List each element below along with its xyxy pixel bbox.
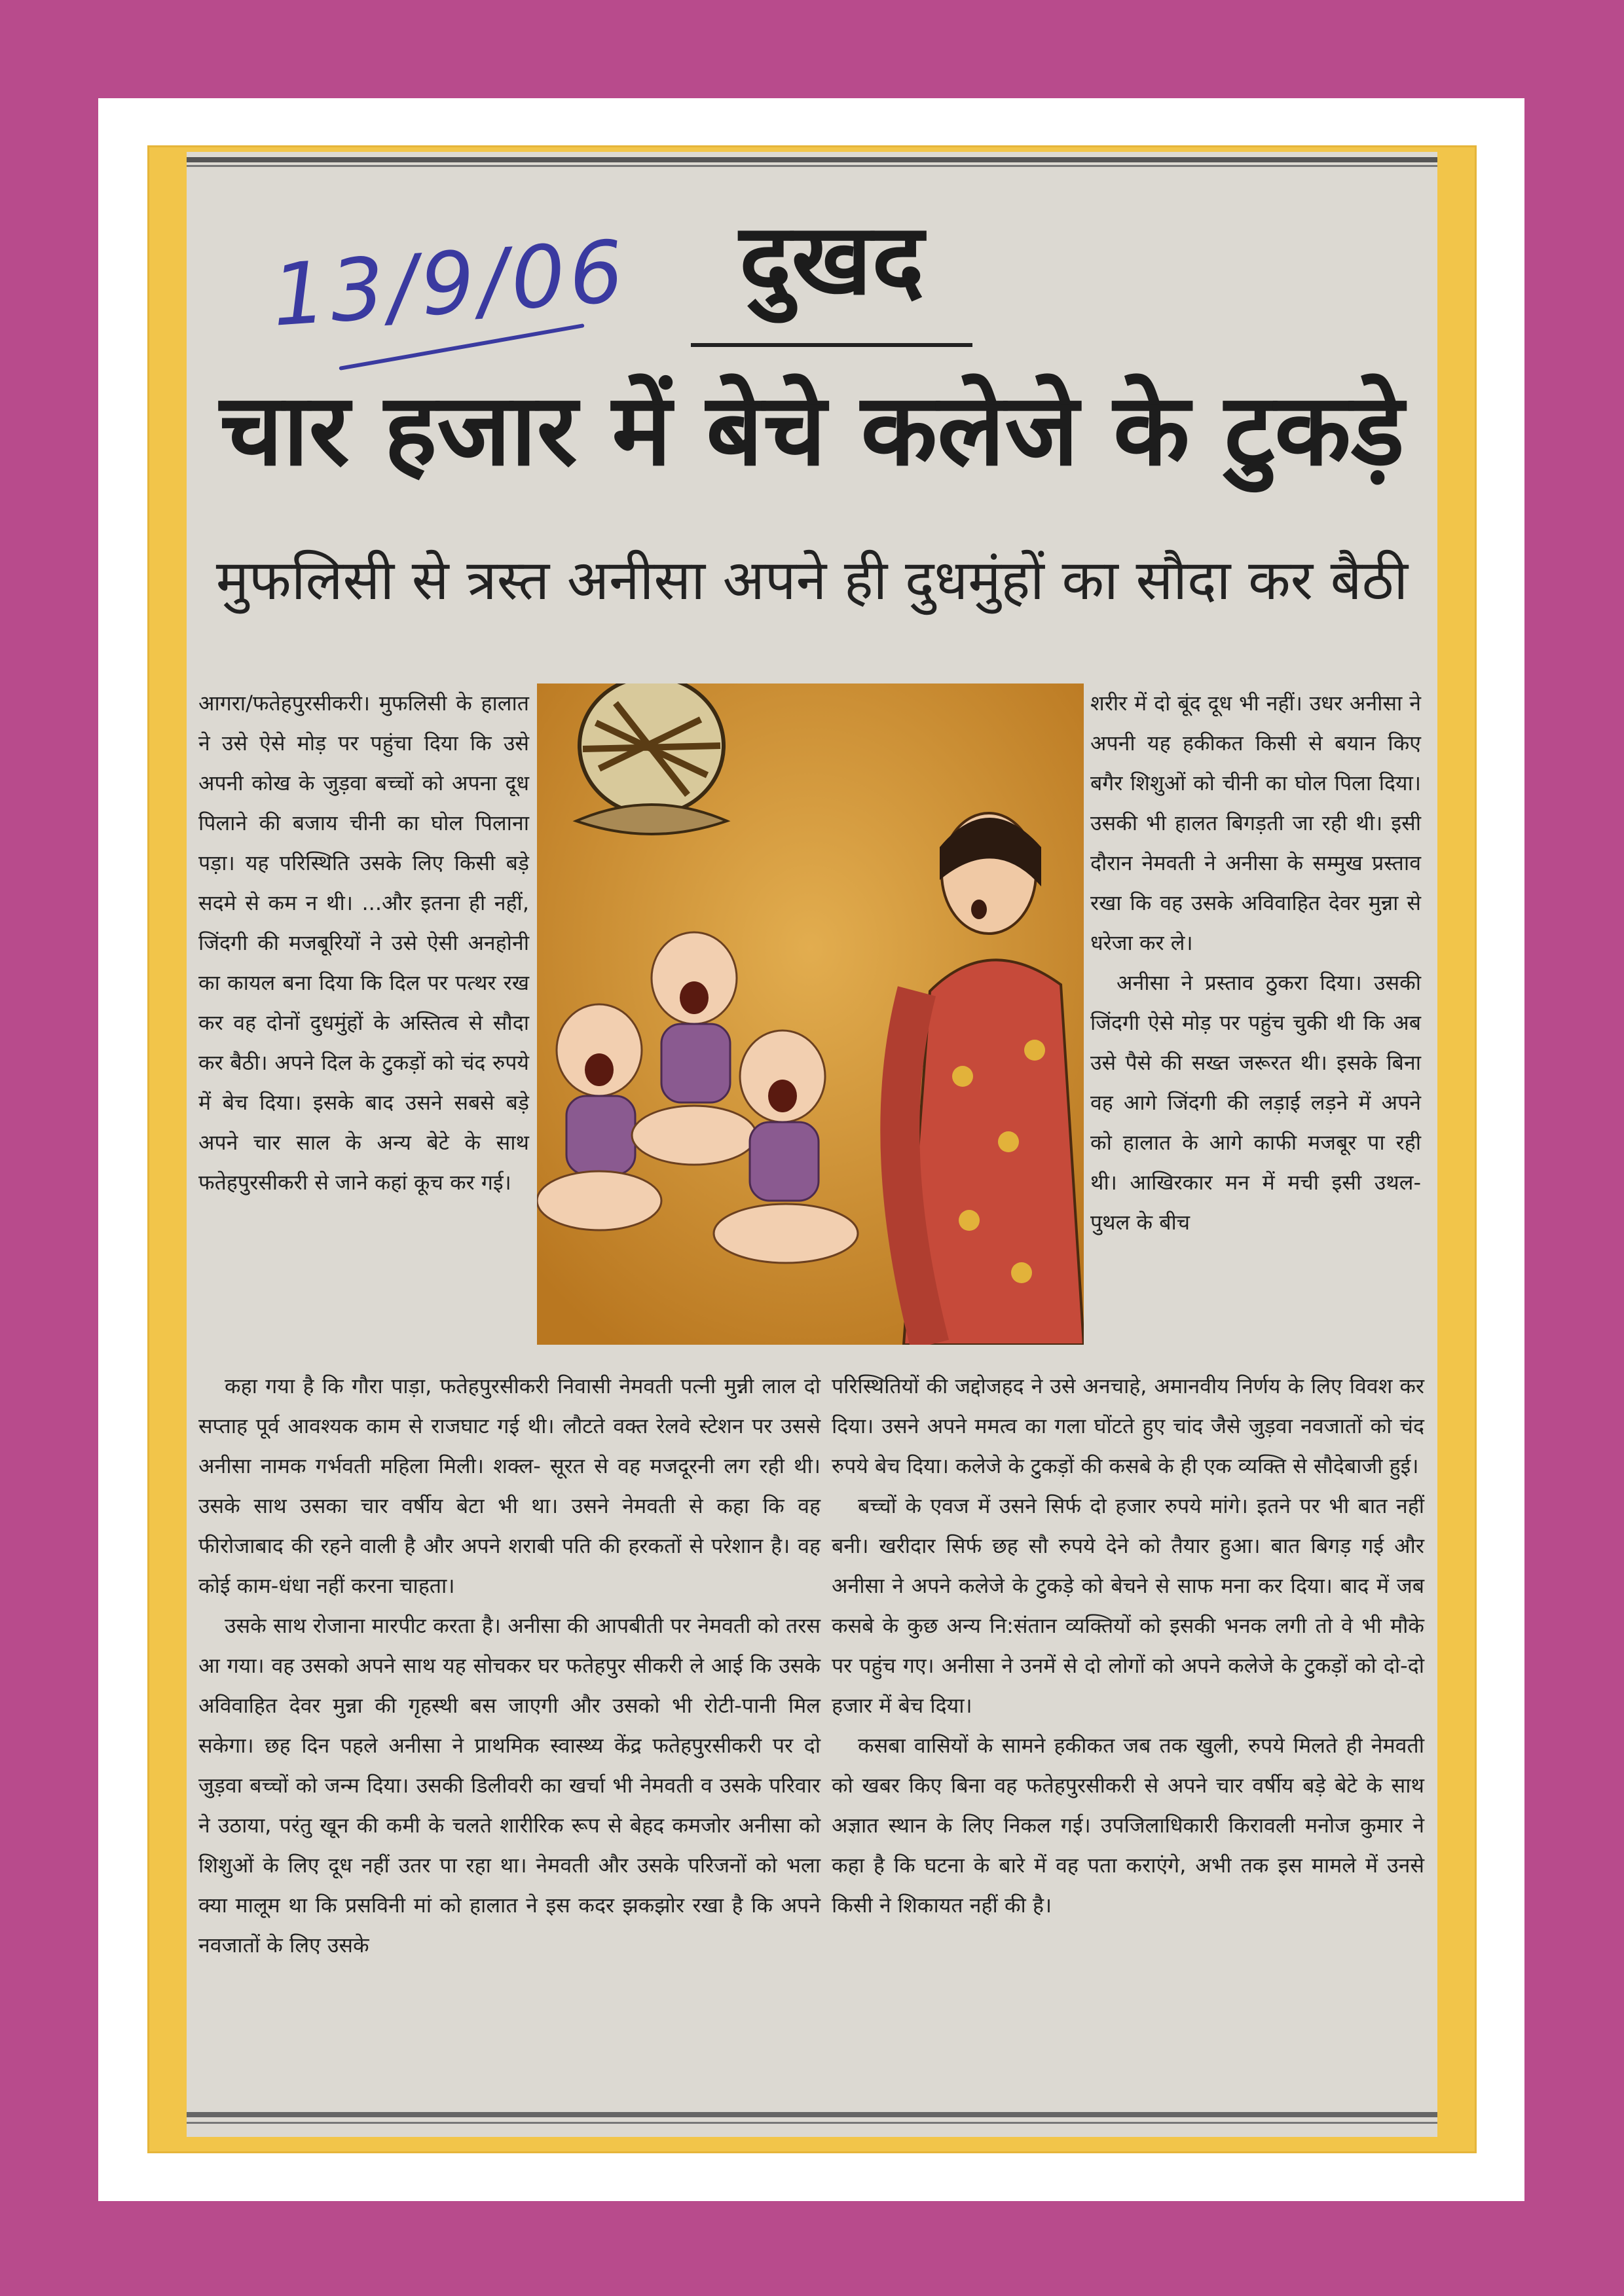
article-column-right-bottom xyxy=(832,1366,1424,1925)
handwritten-date: 13/9/06 xyxy=(268,221,631,346)
top-rule-thin xyxy=(187,165,1437,167)
article-paragraph: परिस्थितियों की जद्दोजहद ने उसे अनचाहे, अमानवीय निर्णय के लिए विवश कर दिया। उसने अपने ममत्व का गला घोंटते हुए चांद जैसे जुड़वा नवजातों को चंद रुपये बेच दिया। कलेजे के टुकड़ों की कसबे के ही एक व्यक्ति से सौदेबाजी हुई। xyxy=(832,1374,1424,1478)
money-bag-icon xyxy=(576,683,727,834)
article-paragraph: आगरा/फतेहपुरसीकरी। मुफलिसी के हालात ने उसे ऐसे मोड़ पर पहुंचा दिया कि उसे अपनी कोख के जुड़वा बच्चों को अपना दूध पिलाने की बजाय चीनी का घोल पिलाना पड़ा। यह परिस्थिति उसके लिए किसी बड़े सदमे से कम न थी। ...और इतना ही नहीं, जिंदगी की मजबूरियों ने उसे ऐसी अनहोनी का कायल बना दिया कि दिल पर पत्थर रख कर वह दोनों दुधमुंहों के अस्तित्व से सौदा कर बैठी। अपने दिल के टुकड़ों को चंद रुपये में बेच दिया। इसके बाद उसने सबसे बड़े अपने चार साल के अन्य बेटे के साथ फतेहपुरसीकरी से जाने कहां कूच कर गई। xyxy=(198,691,529,1195)
kicker-label: दुखद xyxy=(739,203,924,317)
article-column-left-bottom xyxy=(198,1366,821,1965)
article-column-left-top xyxy=(198,683,529,1203)
article-paragraph: शरीर में दो बूंद दूध भी नहीं। उधर अनीसा ने अपनी यह हकीकत किसी से बयान किए बगैर शिशुओं को चीनी का घोल पिला दिया। उसकी भी हालत बिगड़ती जा रही थी। इसी दौरान नेमवती ने अनीसा के सम्मुख प्रस्ताव रखा कि वह उसके अविवाहित देवर मुन्ना से धरेजा कर ले। xyxy=(1090,691,1421,955)
headline: चार हजार में बेचे कलेजे के टुकड़े xyxy=(219,372,1405,488)
article-paragraph: कहा गया है कि गौरा पाड़ा, फतेहपुरसीकरी निवासी नेमवती पत्नी मुन्नी लाल दो सप्ताह पूर्व आवश्यक काम से राजघाट गई थी। लौटते वक्त रेलवे स्टेशन पर उससे अनीसा नामक गर्भवती महिला मिली। शक्ल- सूरत से वह मजदूरनी लग रही थी। उसके साथ उसका चार वर्षीय बेटा भी था। उसने नेमवती से कहा कि वह फीरोजाबाद की रहने वाली है और अपने शराबी पति की हरकतों से परेशान है। वह कोई काम-धंधा नहीं करना चाहता। xyxy=(198,1374,821,1598)
subheadline: मुफलिसी से त्रस्त अनीसा अपने ही दुधमुंहों का सौदा कर बैठी xyxy=(215,548,1409,612)
article-paragraph: बच्चों के एवज में उसने सिर्फ दो हजार रुपये मांगे। इतने पर भी बात नहीं बनी। खरीदार सिर्फ छह सौ रुपये देने को तैयार हुआ। बात बिगड़ गई और अनीसा ने अपने कलेजे के टुकड़े को बेचने से साफ मना कर दिया। बाद में जब कसबे के कुछ अन्य नि:संतान व्यक्तियों को इसकी भनक लगी तो वे भी मौके पर पहुंच गए। अनीसा ने उनमें से दो लोगों को अपने कलेजे के टुकड़ों को दो-दो हजार में बेच दिया। xyxy=(832,1493,1424,1718)
article-paragraph: कसबा वासियों के सामने हकीकत जब तक खुली, रुपये मिलते ही नेमवती को खबर किए बिना वह फतेहपुरसीकरी से अपने चार वर्षीय बड़े बेटे के साथ अज्ञात स्थान के लिए निकल गई। उपजिलाधिकारी किरावली मनोज कुमार ने कहा है कि घटना के बारे में वह पता कराएंगे, अभी तक इस मामले में उनसे किसी ने शिकायत नहीं की है। xyxy=(832,1733,1424,1918)
article-paragraph: उसके साथ रोजाना मारपीट करता है। अनीसा की आपबीती पर नेमवती को तरस आ गया। वह उसको अपने साथ यह सोचकर घर फतेहपुर सीकरी ले आई कि उसके अविवाहित देवर मुन्ना की गृहस्थी बस जाएगी और उसको भी रोटी-पानी मिल सकेगा। छह दिन पहले अनीसा ने प्राथमिक स्वास्थ्य केंद्र फतेहपुरसीकरी पर दो जुड़वा बच्चों को जन्म दिया। उसकी डिलीवरी का खर्चा भी नेमवती व उसके परिवार ने उठाया, परंतु खून की कमी के चलते शारीरिक रूप से बेहद कमजोर अनीसा को शिशुओं के लिए दूध नहीं उतर पा रहा था। नेमवती और उसके परिजनों को भला क्या मालूम था कि प्रसविनी मां को हालात ने इस कदर झकझोर रखा है कि अपने नवजातों के लिए उसके xyxy=(198,1613,821,1958)
bottom-rule-thin xyxy=(187,2122,1437,2124)
bottom-rule xyxy=(187,2112,1437,2117)
newspaper-clipping xyxy=(187,152,1437,2137)
article-column-right-top xyxy=(1090,683,1421,1243)
cartoon-illustration xyxy=(537,683,1084,1345)
kicker-rule xyxy=(691,343,972,347)
article-paragraph: अनीसा ने प्रस्ताव ठुकरा दिया। उसकी जिंदगी ऐसे मोड़ पर पहुंच चुकी थी कि अब उसे पैसे की सख्त जरूरत थी। इसके बिना वह आगे जिंदगी की लड़ाई लड़ने में अपने को हालात के आगे काफी मजबूर पा रही थी। आखिरकार मन में मची इसी उथल-पुथल के बीच xyxy=(1090,970,1421,1235)
top-rule xyxy=(187,157,1437,162)
